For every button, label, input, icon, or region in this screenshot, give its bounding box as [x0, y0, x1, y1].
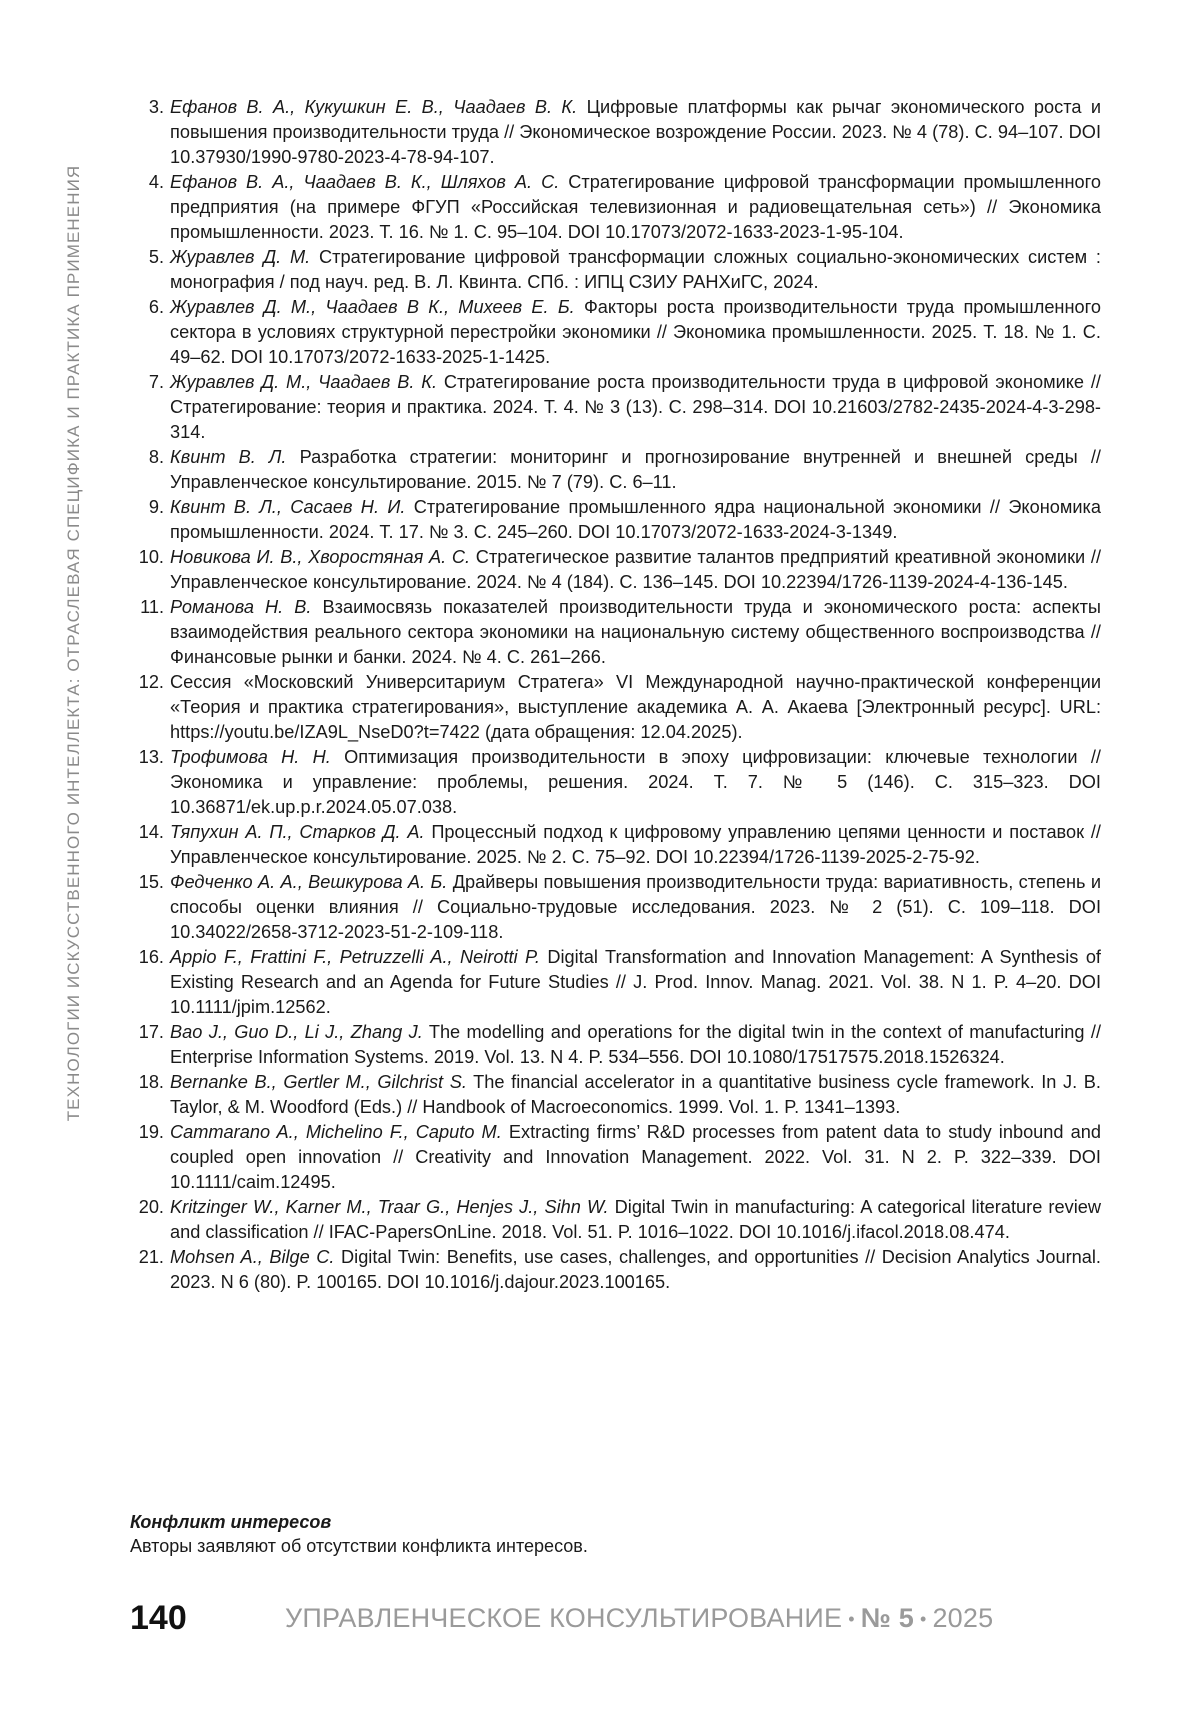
journal-year: 2025 [932, 1603, 993, 1633]
reference-number: 4. [128, 170, 170, 245]
reference-item [128, 1245, 1101, 1295]
reference-number: 19. [128, 1120, 170, 1195]
reference-text: Стратегирование промышленного ядра национальной экономики // Экономика промышленности. 2024. Т. 17. № 3. С. 245–260. DOI 10.17073/2072-1633-2024-3-1349. [170, 497, 1101, 542]
reference-text: The financial accelerator in a quantitative business cycle framework. In J. B. Taylor, & M. Woodford (Eds.) // Handbook of Macroeconomics. 1999. Vol. 1. P. 1341–1393. [170, 1072, 1101, 1117]
separator-dot: • [920, 1609, 927, 1630]
reference-body [170, 495, 1101, 545]
reference-number: 11. [128, 595, 170, 670]
reference-item [128, 170, 1101, 245]
reference-number: 12. [128, 670, 170, 745]
reference-text: Сессия «Московский Университариум Стратега» VI Международной научно-практической конференции «Теория и практика стратегирования», выступление академика А. А. Акаева [Электронный ресурс]. URL: https://youtu.be/IZA9L_NseD0?t=7422 (дата обращения: 12.04.2025). [170, 672, 1101, 742]
reference-number: 3. [128, 95, 170, 170]
reference-number: 6. [128, 295, 170, 370]
reference-authors: Квинт В. Л. [170, 447, 286, 467]
separator-dot: • [848, 1609, 855, 1630]
reference-body [170, 595, 1101, 670]
reference-authors: Квинт В. Л., Сасаев Н. И. [170, 497, 405, 517]
reference-number: 21. [128, 1245, 170, 1295]
reference-authors: Cammarano A., Michelino F., Caputo M. [170, 1122, 502, 1142]
reference-body [170, 370, 1101, 445]
journal-footer-title [285, 1603, 993, 1634]
conflict-of-interest-section [130, 1510, 1100, 1558]
reference-body [170, 170, 1101, 245]
reference-item [128, 495, 1101, 545]
reference-item [128, 1020, 1101, 1070]
side-running-title: ТЕХНОЛОГИИ ИСКУССТВЕННОГО ИНТЕЛЛЕКТА: ОТРАСЛЕВАЯ СПЕЦИФИКА И ПРАКТИКА ПРИМЕНЕНИЯ [56, 98, 92, 1188]
reference-authors: Bao J., Guo D., Li J., Zhang J. [170, 1022, 423, 1042]
reference-authors: Журавлев Д. М., Чаадаев В К., Михеев Е. Б. [170, 297, 575, 317]
reference-body [170, 1020, 1101, 1070]
reference-body [170, 1070, 1101, 1120]
reference-item [128, 945, 1101, 1020]
reference-number: 9. [128, 495, 170, 545]
reference-item [128, 1195, 1101, 1245]
reference-item [128, 245, 1101, 295]
reference-text: Разработка стратегии: мониторинг и прогнозирование внутренней и внешней среды // Управленческое консультирование. 2015. № 7 (79). С. 6–11. [170, 447, 1101, 492]
reference-item [128, 820, 1101, 870]
page-number: 140 [130, 1599, 285, 1638]
reference-body [170, 945, 1101, 1020]
reference-authors: Трофимова Н. Н. [170, 747, 331, 767]
reference-item [128, 295, 1101, 370]
reference-body [170, 1195, 1101, 1245]
reference-authors: Ефанов В. А., Чаадаев В. К., Шляхов А. С. [170, 172, 559, 192]
reference-text: Digital Twin in manufacturing: A categorical literature review and classification // IFAC-PapersOnLine. 2018. Vol. 51. P. 1016–1022. DOI 10.1016/j.ifacol.2018.08.474. [170, 1197, 1101, 1242]
reference-body [170, 745, 1101, 820]
page-footer [130, 1596, 1110, 1640]
reference-authors: Журавлев Д. М., Чаадаев В. К. [170, 372, 437, 392]
reference-text: Стратегическое развитие талантов предприятий креативной экономики // Управленческое консультирование. 2024. № 4 (184). С. 136–145. DOI 10.22394/1726-1139-2024-4-136-145. [170, 547, 1101, 592]
reference-authors: Ефанов В. А., Кукушкин Е. В., Чаадаев В. К. [170, 97, 577, 117]
reference-item [128, 95, 1101, 170]
reference-text: Цифровые платформы как рычаг экономического роста и повышения производительности труда // Экономическое возрождение России. 2023. № 4 (78). С. 94–107. DOI 10.37930/1990-9780-2023-4-78-94-107. [170, 97, 1101, 167]
reference-text: Стратегирование роста производительности труда в цифровой экономике // Стратегирование: теория и практика. 2024. Т. 4. № 3 (13). С. 298–314. DOI 10.21603/2782-2435-2024-4-3-298-314. [170, 372, 1101, 442]
reference-body [170, 670, 1101, 745]
reference-number: 18. [128, 1070, 170, 1120]
reference-number: 8. [128, 445, 170, 495]
reference-body [170, 1245, 1101, 1295]
reference-text: Взаимосвязь показателей производительности труда и экономического роста: аспекты взаимодействия реального сектора экономики на национальную систему общественного воспроизводства // Финансовые рынки и банки. 2024. № 4. С. 261–266. [170, 597, 1101, 667]
reference-authors: Bernanke B., Gertler M., Gilchrist S. [170, 1072, 467, 1092]
reference-text: The modelling and operations for the digital twin in the context of manufacturing // Enterprise Information Systems. 2019. Vol. 13. N 4. P. 534–556. DOI 10.1080/17517575.2018.1526324. [170, 1022, 1101, 1067]
reference-body [170, 820, 1101, 870]
reference-authors: Романова Н. В. [170, 597, 311, 617]
reference-item [128, 870, 1101, 945]
reference-text: Extracting firms’ R&D processes from patent data to study inbound and coupled open innovation // Creativity and Innovation Management. 2022. Vol. 31. N 2. P. 322–339. DOI 10.1111/caim.12495. [170, 1122, 1101, 1192]
reference-authors: Журавлев Д. М. [170, 247, 310, 267]
reference-number: 10. [128, 545, 170, 595]
reference-number: 7. [128, 370, 170, 445]
reference-number: 20. [128, 1195, 170, 1245]
reference-authors: Appio F., Frattini F., Petruzzelli A., Neirotti P. [170, 947, 540, 967]
reference-text: Digital Twin: Benefits, use cases, challenges, and opportunities // Decision Analytics Journal. 2023. N 6 (80). P. 100165. DOI 10.1016/j.dajour.2023.100165. [170, 1247, 1101, 1292]
reference-authors: Kritzinger W., Karner M., Traar G., Henjes J., Sihn W. [170, 1197, 609, 1217]
reference-text: Стратегирование цифровой трансформации промышленного предприятия (на примере ФГУП «Российская телевизионная и радиовещательная сеть») // Экономика промышленности. 2023. Т. 16. № 1. С. 95–104. DOI 10.17073/2072-1633-2023-1-95-104. [170, 172, 1101, 242]
reference-authors: Федченко А. А., Вешкурова А. Б. [170, 872, 447, 892]
reference-item [128, 1070, 1101, 1120]
journal-name: УПРАВЛЕНЧЕСКОЕ КОНСУЛЬТИРОВАНИЕ [285, 1603, 842, 1633]
reference-number: 13. [128, 745, 170, 820]
reference-body [170, 295, 1101, 370]
conflict-title: Конфликт интересов [130, 1510, 1100, 1534]
reference-item [128, 670, 1101, 745]
reference-body [170, 95, 1101, 170]
reference-authors: Новикова И. В., Хворостяная А. С. [170, 547, 470, 567]
reference-authors: Mohsen A., Bilge C. [170, 1247, 334, 1267]
reference-item [128, 370, 1101, 445]
reference-text: Факторы роста производительности труда промышленного сектора в условиях структурной перестройки экономики // Экономика промышленности. 2025. Т. 18. № 1. С. 49–62. DOI 10.17073/2072-1633-2025-1-1425. [170, 297, 1101, 367]
reference-number: 14. [128, 820, 170, 870]
reference-body [170, 545, 1101, 595]
reference-item [128, 745, 1101, 820]
reference-item [128, 1120, 1101, 1195]
reference-body [170, 445, 1101, 495]
reference-body [170, 870, 1101, 945]
reference-number: 5. [128, 245, 170, 295]
reference-authors: Тяпухин А. П., Старков Д. А. [170, 822, 425, 842]
conflict-text: Авторы заявляют об отсутствии конфликта интересов. [130, 1534, 1100, 1558]
reference-item [128, 545, 1101, 595]
reference-number: 16. [128, 945, 170, 1020]
reference-text: Оптимизация производительности в эпоху цифровизации: ключевые технологии // Экономика и управление: проблемы, решения. 2024. Т. 7. № 5 (146). С. 315–323. DOI 10.36871/ek.up.p.r.2024.05.07.038. [170, 747, 1101, 817]
reference-text: Процессный подход к цифровому управлению цепями ценности и поставок // Управленческое консультирование. 2025. № 2. С. 75–92. DOI 10.22394/1726-1139-2025-2-75-92. [170, 822, 1101, 867]
reference-item [128, 595, 1101, 670]
reference-list [128, 95, 1101, 1295]
reference-number: 17. [128, 1020, 170, 1070]
reference-text: Digital Transformation and Innovation Management: A Synthesis of Existing Research and an Agenda for Future Studies // J. Prod. Innov. Manag. 2021. Vol. 38. N 1. P. 4–20. DOI 10.1111/jpim.12562. [170, 947, 1101, 1017]
reference-body [170, 1120, 1101, 1195]
reference-text: Драйверы повышения производительности труда: вариативность, степень и способы оценки влияния // Социально-трудовые исследования. 2023. № 2 (51). С. 109–118. DOI 10.34022/2658-3712-2023-51-2-109-118. [170, 872, 1101, 942]
reference-number: 15. [128, 870, 170, 945]
reference-text: Стратегирование цифровой трансформации сложных социально-экономических систем : монография / под науч. ред. В. Л. Квинта. СПб. : ИПЦ СЗИУ РАНХиГС, 2024. [170, 247, 1101, 292]
issue-number: № 5 [861, 1603, 914, 1633]
reference-body [170, 245, 1101, 295]
reference-item [128, 445, 1101, 495]
